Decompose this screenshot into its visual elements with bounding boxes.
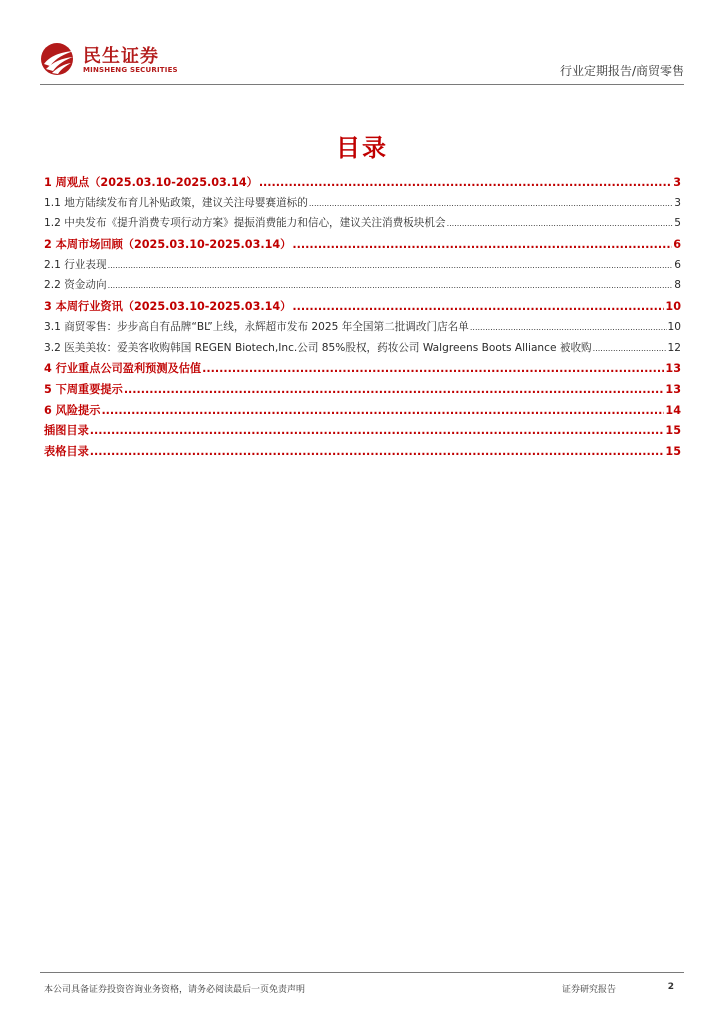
toc-entry[interactable] — [44, 277, 681, 298]
toc-entry-page: 10 — [665, 300, 681, 314]
toc-leader-dots — [108, 281, 674, 290]
toc-entry-label: 2 本周市场回顾（2025.03.10-2025.03.14） — [44, 238, 292, 252]
toc-entry-label: 1.2 中央发布《提升消费专项行动方案》提振消费能力和信心，建议关注消费板块机会 — [44, 217, 446, 230]
toc-entry[interactable] — [44, 298, 681, 319]
toc-leader-dots — [108, 261, 674, 270]
toc-entry-page: 6 — [674, 258, 681, 271]
page-number: 2 — [667, 982, 674, 992]
toc-entry[interactable] — [44, 319, 681, 340]
toc-leader-dots — [124, 383, 665, 396]
toc-leader-dots — [593, 344, 667, 353]
toc-leader-dots — [90, 445, 665, 458]
toc-leader-dots — [292, 300, 664, 313]
toc-entry-label: 1 周观点（2025.03.10-2025.03.14） — [44, 176, 258, 189]
toc-entry[interactable] — [44, 215, 681, 236]
brand-name-en: MINSHENG SECURITIES — [83, 66, 178, 74]
toc-entry-page: 13 — [665, 362, 681, 376]
toc-entry[interactable] — [44, 422, 681, 443]
toc-entry[interactable] — [44, 236, 681, 257]
toc-entry-label: 6 风险提示 — [44, 403, 101, 417]
toc-title: 目录 — [336, 134, 388, 162]
toc-entry-page: 12 — [667, 341, 681, 354]
toc-entry-label: 1.1 地方陆续发布育儿补贴政策，建议关注母婴赛道标的 — [44, 196, 308, 209]
toc-leader-dots — [309, 199, 673, 208]
table-of-contents — [44, 174, 681, 464]
toc-entry-page: 14 — [665, 403, 681, 417]
footer-divider — [40, 972, 684, 973]
toc-leader-dots — [90, 424, 665, 437]
toc-entry-label: 3.1 商贸零售：步步高自有品牌“BL”上线，永辉超市发布 2025 年全国第二批调改门店名单 — [44, 320, 469, 333]
toc-entry[interactable] — [44, 381, 681, 402]
header-divider — [40, 84, 684, 85]
toc-entry[interactable] — [44, 257, 681, 278]
toc-entry-page: 5 — [674, 217, 681, 230]
footer-disclaimer: 本公司具备证券投资咨询业务资格，请务必阅读最后一页免责声明 — [44, 985, 306, 995]
toc-leader-dots — [259, 176, 672, 189]
toc-entry[interactable] — [44, 195, 681, 216]
toc-entry-label: 5 下周重要提示 — [44, 382, 123, 396]
toc-entry[interactable] — [44, 443, 681, 464]
toc-leader-dots — [101, 404, 664, 417]
brand-name-cn: 民生证券 — [83, 46, 159, 67]
minsheng-logo-icon — [40, 42, 78, 76]
toc-leader-dots — [447, 219, 674, 228]
toc-entry-page: 6 — [673, 238, 681, 252]
toc-entry[interactable] — [44, 340, 681, 361]
toc-leader-dots — [202, 362, 664, 375]
toc-entry-page: 15 — [665, 424, 681, 438]
toc-entry[interactable] — [44, 174, 681, 195]
toc-entry[interactable] — [44, 402, 681, 423]
toc-entry-page: 13 — [665, 382, 681, 396]
toc-leader-dots — [292, 238, 672, 251]
toc-entry-label: 2.1 行业表现 — [44, 258, 107, 271]
toc-leader-dots — [470, 323, 667, 332]
toc-entry-label: 4 行业重点公司盈利预测及估值 — [44, 362, 202, 376]
page-header — [40, 40, 684, 84]
report-category: 行业定期报告/商贸零售 — [559, 64, 684, 78]
toc-entry-page: 3 — [673, 176, 681, 189]
toc-entry-label: 3 本周行业资讯（2025.03.10-2025.03.14） — [44, 300, 292, 314]
toc-entry-label: 表格目录 — [44, 444, 89, 458]
toc-entry-page: 15 — [665, 444, 681, 458]
toc-entry-page: 8 — [674, 279, 681, 292]
toc-entry-label: 插图目录 — [44, 424, 89, 438]
footer-doc-type: 证券研究报告 — [562, 985, 617, 995]
toc-entry-label: 2.2 资金动向 — [44, 279, 107, 292]
toc-entry-page: 10 — [667, 320, 681, 333]
toc-entry-page: 3 — [674, 196, 681, 209]
toc-entry-label: 3.2 医美美妆：爱美客收购韩国 REGEN Biotech,Inc.公司 85%股权，药妆公司 Walgreens Boots Alliance 被收购 — [44, 341, 592, 354]
toc-entry[interactable] — [44, 360, 681, 381]
